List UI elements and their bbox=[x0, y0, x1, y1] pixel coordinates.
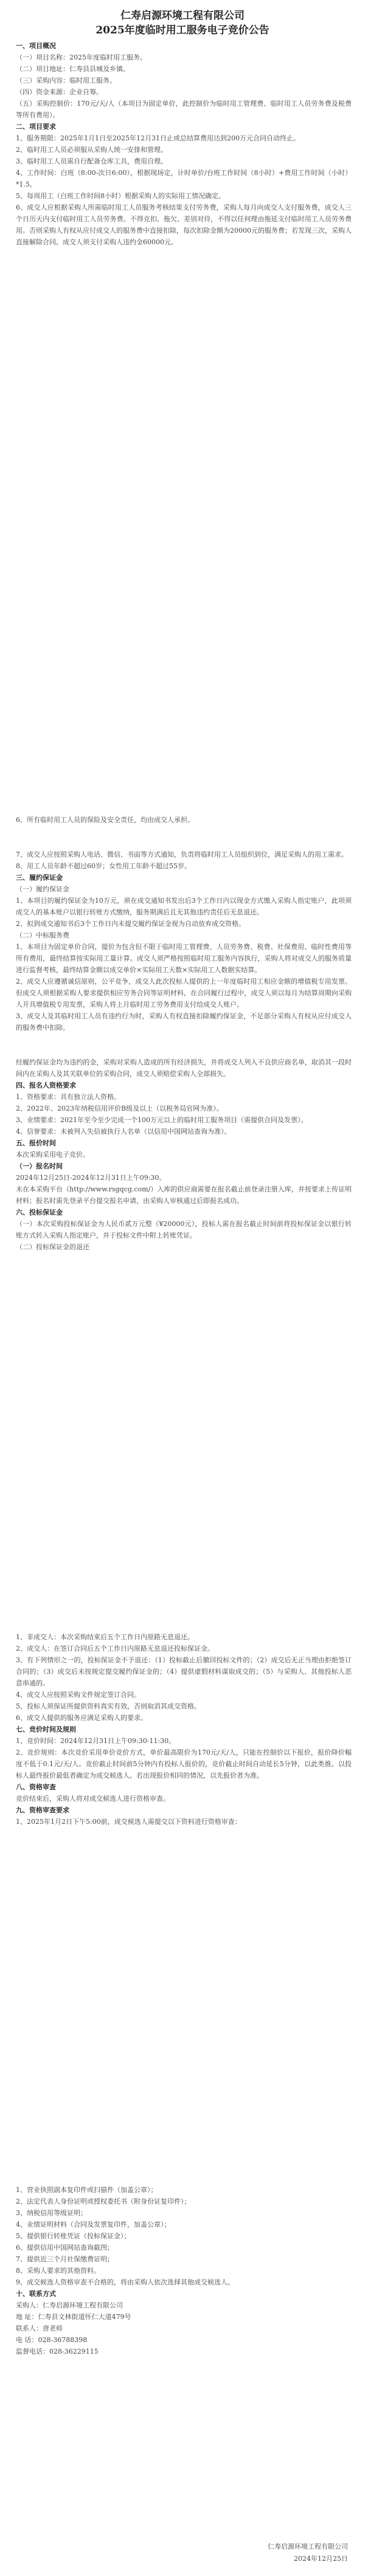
paragraph bbox=[16, 826, 352, 849]
paragraph: 8、用工人员年龄不超过60岁；女性用工年龄不超过55岁。 bbox=[16, 862, 191, 870]
paragraph: 3、业绩要求：2021年至今至少完成一个100万元以上的临时用工服务项目（需提供合同及发票）。 bbox=[16, 1116, 308, 1124]
section-contact bbox=[0, 2184, 248, 2357]
paragraph: 6、成交人应根据采购人所需临时用工人员服务考核结果支付劳务费，采购人每月向成交人支付服务费，成交人三个日历天内支付临时用工人员劳务费。不得克扣、拖欠、差别对待，不得以任何理由拖延支付临时用工人员劳务费用。否则采购人有权从应付成交人的服务费中直接扣除，每次扣除金额为20000元的服务费；若发现三次，采购人直接解除合同。成交人须支付采购人违约金60000元。 bbox=[16, 204, 352, 246]
paragraph: 6、提供信用中国网站查询截图； bbox=[16, 2244, 114, 2252]
section-heading: 九、资格审查要求 bbox=[16, 1806, 69, 1814]
section-project-overview bbox=[0, 40, 365, 248]
paragraph: 8、采购人要求的其他资料。 bbox=[16, 2267, 100, 2275]
paragraph: 1、竞价时间：2024年12月31日上午09:30-11:30。 bbox=[16, 1737, 176, 1745]
paragraph: 地 址：仁寿县文林街道怀仁大道479号 bbox=[16, 2313, 131, 2321]
paragraph: 2、成交人应遵循诚信原则，公平竞争，成交人此次投标人提供的上一年度临时用工相应金额的增值税专用发票。但成交人须根据采购人要求提供相应劳务合同等证明材料，在合同履行过程中，成交人须以每月为结算周期向采购人开具增值税专用发票，采购人将上月临时用工劳务费用支付给成交人账户。 bbox=[16, 978, 352, 1009]
paragraph: 2、竞价规则：本次竞价采用单价竞价方式，单价最高限价为170元/天/人，只能在控制价以下报价，报价降价幅度不低于0.1元/天/人。竞价截止时间前5分钟内有投标人报价的，竞价截止时间自动延长5分钟，以此类推。以投标人最终报价最低者确定为成交候选人。若出现报价相同的情况，以先报价者为准。 bbox=[16, 1749, 352, 1780]
paragraph: 4、成交人应按照采购文件规定签订合同。 bbox=[16, 1691, 141, 1699]
section-heading: 五、报价时间 bbox=[16, 1139, 56, 1147]
paragraph: 4、工作时间：白班（8:00-次日6:00），根据现场定，计时单价/台班工作时间（8小时）+费用工作时间（小时）*1.5。 bbox=[16, 169, 352, 188]
paragraph: 竞价结束后，采购人将对成交候选人进行资格审查。 bbox=[16, 1795, 170, 1803]
paragraph: （三）采购内容：临时用工服务。 bbox=[16, 77, 116, 84]
paragraph: 1、非成交人：本次采购结束后五个工作日内原路无息退还。 bbox=[16, 1633, 194, 1641]
section-heading: 二、项目要求 bbox=[16, 123, 56, 131]
paragraph: （五）采购控制价：170元/天/人（本项目为固定单价，此控制价为临时用工管理费、临时用工人员劳务费及税费等所有费用）。 bbox=[16, 100, 352, 119]
paragraph: （一）本次采购投标保证金为人民币贰万元整（¥20000元），投标人需在报名截止时间前将投标保证金以银行转账方式转入采购人指定账户，并于投标文件中附上转账凭证。 bbox=[16, 1220, 352, 1239]
paragraph: 1、资格要求：具有独立法人资格。 bbox=[16, 1093, 120, 1101]
paragraph: 监督电话：028-36229115 bbox=[16, 2348, 99, 2355]
paragraph: 未在本采购平台（http://www.rsgqcg.com/）入库的供应商需要在报名截止前登录注册入库，并按要求上传证明材料；报名时需先登录平台提交报名申请，由采购人审核通过后即报名成功。 bbox=[16, 1185, 352, 1205]
paragraph: 1、2025年1月2日下午5:00前，成交候选人需提交以下资料进行资格审查： bbox=[16, 1818, 242, 1826]
section-heading: 一、项目概况 bbox=[16, 42, 56, 50]
paragraph: （一）项目名称：2025年度临时用工服务。 bbox=[16, 53, 147, 61]
paragraph: 2、2022年、2023年纳税信用评价B级及以上（以税务局官网为准）。 bbox=[16, 1105, 223, 1112]
paragraph: 采购人：仁寿启源环境工程有限公司 bbox=[16, 2301, 123, 2309]
paragraph: 5、投标人须保证所提供资料真实有效，否则取消其成交资格。 bbox=[16, 1702, 201, 1710]
section-heading: 四、报名人资格要求 bbox=[16, 1081, 76, 1089]
paragraph: 经履约保证金均为违约的金，采购对采购人造成的所有经济损失，并将成交人列入不良供应商名单，取消其一段时间内在采购人及其关联单位的采购合同，成交人须赔偿采购人全部损失。 bbox=[16, 1058, 352, 1078]
paragraph bbox=[16, 1033, 352, 1057]
paragraph: 9、成交候选人资格审查不合格的，将由采购人依次选择其他成交候选人。 bbox=[16, 2278, 234, 2286]
paragraph: 5、提供银行转账凭证（投标保证金）； bbox=[16, 2232, 131, 2240]
paragraph: 7、成交人应按照采购人电话、微信、书面等方式通知，负责将临时用工人员组织到位，满足采购人的用工需求。 bbox=[16, 851, 348, 858]
paragraph: 1、服务期限：2025年1月1日至2025年12月31日止或总结算费用达到200万元合同自动终止。 bbox=[16, 134, 300, 142]
section-deposit-rules bbox=[0, 1631, 365, 1828]
section-heading: 七、竞价时间及规则 bbox=[16, 1725, 76, 1733]
paragraph: 2024年12月25日-2024年12月31日上午09:30。 bbox=[16, 1174, 166, 1182]
signature-date: 2024年12月25日 bbox=[294, 2555, 348, 2563]
paragraph: 4、信誉要求：未被列入失信被执行人名单（以信用中国网站查询为准）。 bbox=[16, 1128, 231, 1136]
paragraph: （二）项目地址：仁寿县县城及乡镇。 bbox=[16, 65, 130, 73]
paragraph: 6、成交人提供的服务应满足采购人的要求。 bbox=[16, 1714, 147, 1722]
paragraph: （二）中标服务费 bbox=[16, 931, 69, 939]
paragraph: （一）履约保证金 bbox=[16, 885, 69, 893]
paragraph: （二）投标保证金的退还 bbox=[16, 1243, 89, 1251]
section-requirements bbox=[0, 814, 365, 1253]
section-heading: 三、履约保证金 bbox=[16, 874, 63, 882]
paragraph: 4、业绩证明材料（合同及发票复印件，加盖公章）； bbox=[16, 2221, 171, 2228]
signature-company: 仁寿启源环境工程有限公司 bbox=[268, 2543, 348, 2550]
paragraph: 7、提供近三个月社保缴费证明； bbox=[16, 2255, 114, 2263]
paragraph: 2、成交人：在签订合同后五个工作日内原路无息退还投标保证金。 bbox=[16, 1645, 214, 1653]
paragraph: 联系人：唐老师 bbox=[16, 2324, 63, 2332]
doc-title-company: 仁寿启源环境工程有限公司 bbox=[120, 10, 245, 22]
paragraph: 6、所有临时用工人员的保险及安全责任，均由成交人承担。 bbox=[16, 816, 194, 824]
section-heading: 六、投标保证金 bbox=[16, 1208, 63, 1216]
paragraph: 电 话：028-36788398 bbox=[16, 2336, 88, 2344]
section-heading: （一）报名时间 bbox=[16, 1162, 63, 1170]
section-heading: 八、资格审查 bbox=[16, 1783, 56, 1791]
paragraph: 5、每周用工（白班工作时间8小时）根据采购人的实际用工情况确定。 bbox=[16, 192, 225, 200]
paragraph: 2、法定代表人身份证明或授权委托书（附身份证复印件）； bbox=[16, 2197, 191, 2205]
paragraph: （四）资金来源：企业自筹。 bbox=[16, 88, 103, 96]
paragraph: 1、营业执照副本复印件或扫描件（加盖公章）； bbox=[16, 2186, 158, 2194]
paragraph: 本次采购采用电子竞价。 bbox=[16, 1151, 89, 1159]
paragraph: 3、临时用工人员需自行配备仓库工具，费用自理。 bbox=[16, 157, 167, 165]
paragraph: 2、临时用工人员必须服从采购人统一安排和管理。 bbox=[16, 146, 167, 154]
paragraph: 3、成交人及其临时用工人员有违约行为时，采购人有权直接扣除履约保证金，不足部分采购人有权从应付成交人的服务费中扣除。 bbox=[16, 1012, 352, 1032]
doc-title-subject: 2025年度临时用工服务电子竞价公告 bbox=[96, 24, 269, 36]
paragraph: 3、纳税信用等级证明； bbox=[16, 2209, 87, 2217]
paragraph: 1、本项目为固定单价合同，提价为包含但不限于临时用工管理费、人员劳务费、税费、社保费用、临时性费用等所有费用，最终结算按实际用工量计算。成交人须严格按照临时用工服务内容执行，采购人将对成交人的服务质量进行监督考核，最终结算金额以成交单价×实际用工天数×实际用工人数据实结算。 bbox=[16, 943, 352, 974]
paragraph: 1、本项目的履约保证金为10万元，须在成交通知书发出后3个工作日内以现金方式缴入采购人指定账户，此项须成交人的基本账户以银行转账方式缴纳，服务期满后且无其他违约责任后无息退还。 bbox=[16, 897, 352, 916]
paragraph: 2、拟到成交通知书后3个工作日内未提交履约保证金视为自动放弃成交资格。 bbox=[16, 920, 245, 928]
section-heading: 十、联系方式 bbox=[16, 2290, 56, 2298]
paragraph: 3、有下列情形之一的，投标保证金不予退还：（1）投标截止后撤回投标文件的；（2）成交后无正当理由拒绝签订合同的；（3）成交后未按规定提交履约保证金的；（4）提供虚假材料谋取成交的；（5）与采购人、其他投标人恶意串通的。 bbox=[16, 1656, 352, 1687]
